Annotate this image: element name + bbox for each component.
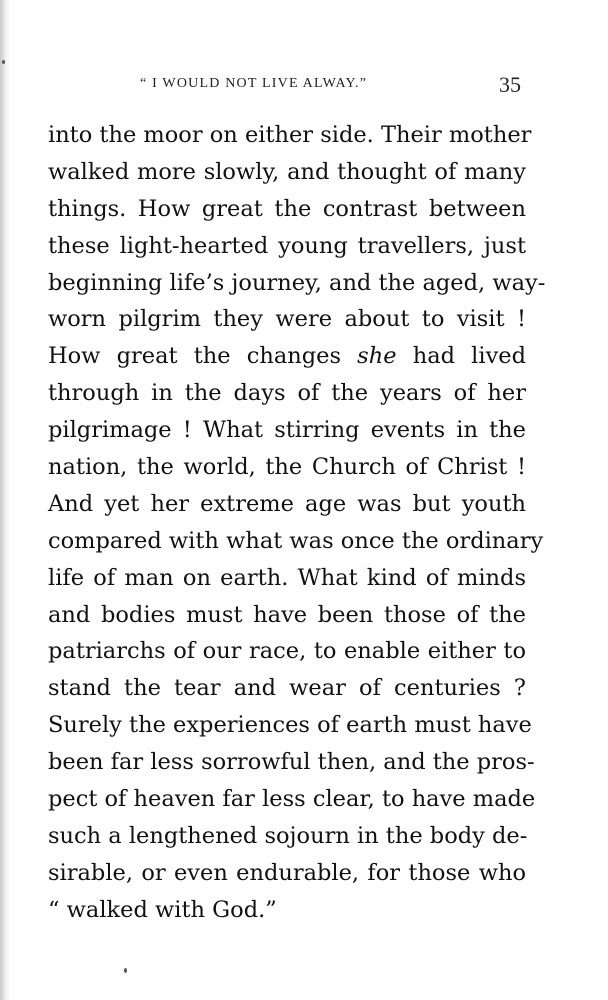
text-segment: worn pilgrim they were about to visit ! — [48, 306, 526, 333]
text-line — [48, 449, 526, 486]
text-segment: such a lengthened sojourn in the body de- — [48, 822, 528, 849]
text-segment: walked more slowly, and thought of many — [48, 158, 526, 185]
text-line — [48, 412, 526, 449]
text-segment: beginning life’s journey, and the aged, way- — [48, 269, 546, 296]
text-line — [48, 818, 526, 855]
text-segment: nation, the world, the Church of Christ ! — [48, 454, 526, 481]
text-segment: sirable, or even endurable, for those who — [48, 859, 526, 886]
text-segment: stand the tear and wear of centuries ? — [48, 675, 526, 702]
text-line — [48, 486, 526, 523]
text-segment: and bodies must have been those of the — [48, 601, 526, 628]
text-line — [48, 191, 526, 228]
page-gutter-shadow — [0, 0, 10, 1000]
text-line — [48, 301, 526, 338]
text-segment: life of man on earth. What kind of minds — [48, 564, 526, 591]
text-segment: “ walked with God.” — [48, 896, 277, 923]
italic-word: she — [357, 343, 397, 370]
text-line — [48, 744, 535, 781]
text-segment: And yet her extreme age was but youth — [48, 490, 526, 517]
text-segment: into the moor on either side. Their mother — [48, 122, 532, 148]
text-segment: through in the days of the years of her — [48, 380, 526, 407]
paper-speck — [2, 60, 5, 64]
text-line — [48, 523, 544, 560]
body-text — [48, 117, 546, 929]
text-line — [48, 560, 526, 597]
text-segment: patriarchs of our race, to enable either to — [48, 638, 526, 665]
paper-speck — [124, 968, 127, 973]
text-segment: these light-hearted young travellers, just — [48, 232, 526, 259]
text-line — [48, 338, 526, 375]
text-line — [48, 597, 526, 634]
text-line — [48, 707, 532, 744]
text-line — [48, 228, 526, 265]
text-line — [48, 375, 526, 412]
text-segment: pect of heaven far less clear, to have made — [48, 786, 536, 813]
text-line — [48, 670, 526, 707]
text-line — [48, 855, 526, 892]
text-line — [48, 265, 546, 302]
page-number: 35 — [499, 72, 521, 97]
text-segment: things. How great the contrast between — [48, 195, 526, 222]
text-line — [48, 633, 526, 670]
running-title: “ I WOULD NOT LIVE ALWAY.” — [140, 76, 368, 91]
text-line — [48, 892, 526, 929]
text-segment: had lived — [396, 343, 527, 370]
text-line — [48, 154, 526, 191]
text-segment: compared with what was once the ordinary — [48, 527, 544, 554]
text-segment: How great the changes — [48, 343, 358, 370]
text-line — [48, 117, 532, 154]
text-line — [48, 781, 536, 818]
text-segment: pilgrimage ! What stirring events in the — [48, 417, 526, 444]
text-segment: Surely the experiences of earth must have — [48, 712, 532, 739]
text-segment: been far less sorrowful then, and the pros- — [48, 749, 535, 776]
